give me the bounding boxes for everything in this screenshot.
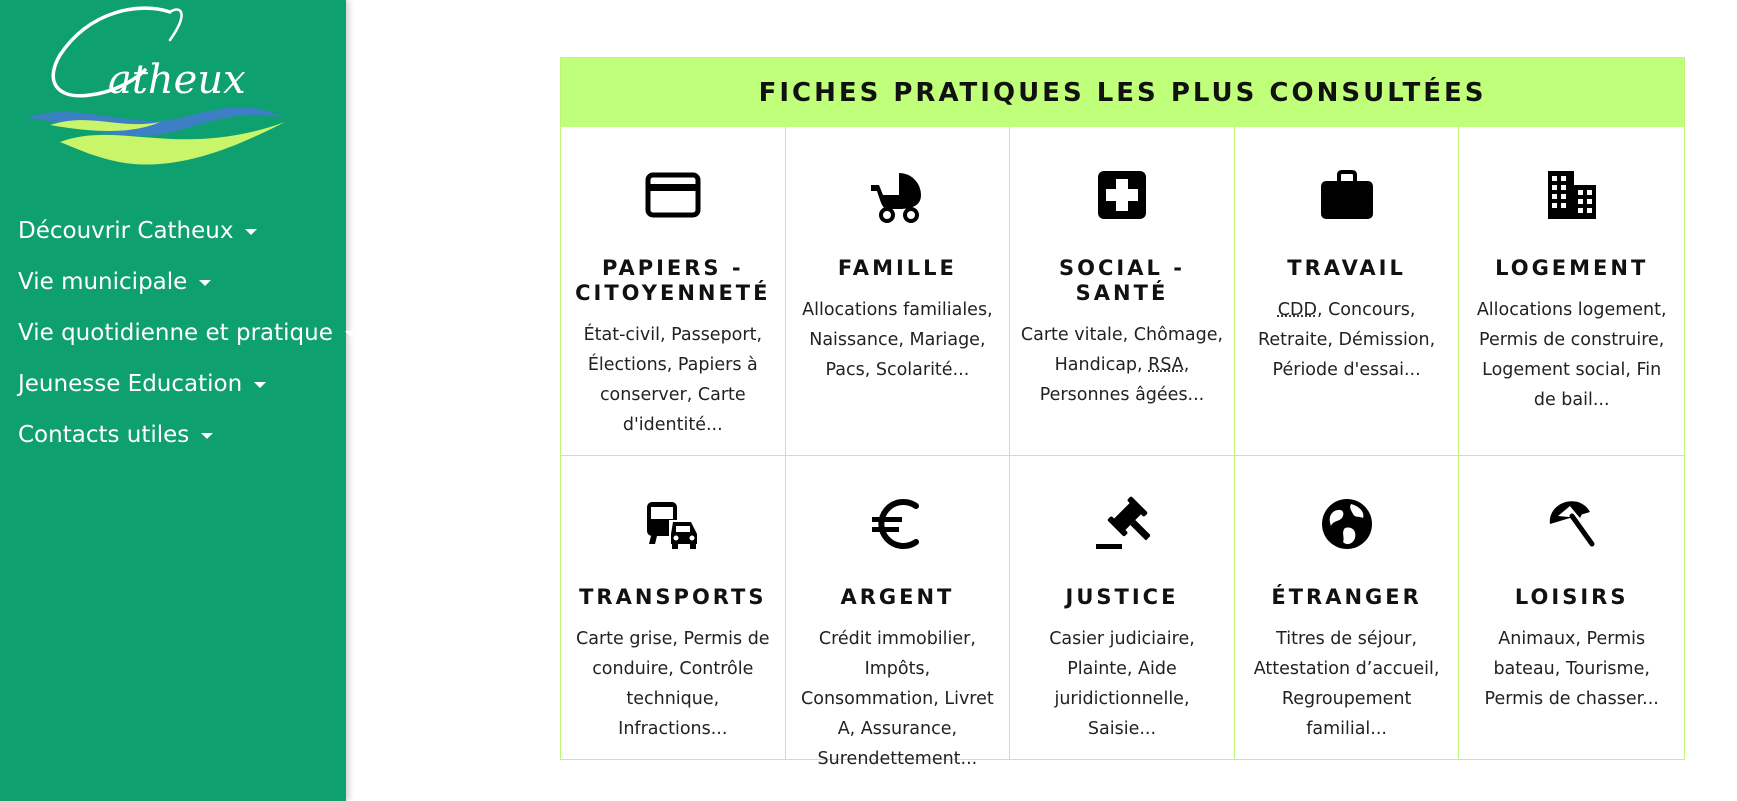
card-justice[interactable]	[1010, 456, 1235, 759]
credit-card-icon	[645, 167, 701, 223]
caret-down-icon	[245, 229, 257, 235]
nav-item-decouvrir-catheux[interactable]	[18, 205, 357, 256]
card-description: Titres de séjour, Attestation d’accueil, Regroupement familial...	[1253, 629, 1440, 739]
card-title: LOGEMENT	[1495, 256, 1649, 280]
nav-item-label: Jeunesse Education	[18, 370, 243, 397]
svg-text:atheux: atheux	[108, 57, 246, 103]
card-transports[interactable]	[561, 456, 786, 759]
card-description-text: Carte vitale, Chômage, Handicap,	[1020, 325, 1224, 375]
fiches-grid	[561, 127, 1684, 769]
card-description: Carte grise, Permis de conduire, Contrôle technique, Infractions...	[576, 629, 770, 739]
card-title: LOISIRS	[1514, 585, 1629, 609]
catheux-logo[interactable]	[20, 0, 300, 180]
briefcase-icon	[1319, 167, 1375, 223]
card-loisirs[interactable]	[1459, 456, 1684, 759]
card-papiers-citoyennete[interactable]	[561, 127, 786, 456]
card-description: Crédit immobilier, Impôts, Consommation, Livret A, Assurance, Surendettement...	[801, 629, 994, 769]
nav-item-label: Vie quotidienne et pratique	[18, 319, 333, 346]
card-title: ÉTRANGER	[1271, 585, 1422, 609]
fiches-pratiques-panel	[560, 57, 1685, 769]
card-title: TRAVAIL	[1287, 256, 1406, 280]
card-description: État-civil, Passeport, Élections, Papiers à conserver, Carte d'identité...	[583, 325, 763, 435]
card-description	[1016, 320, 1228, 410]
card-description	[1241, 295, 1453, 385]
nav-item-vie-municipale[interactable]	[18, 256, 357, 307]
nav-item-contacts-utiles[interactable]	[18, 409, 357, 460]
nav-item-label: Découvrir Catheux	[18, 217, 234, 244]
umbrella-beach-icon	[1544, 496, 1600, 552]
card-title: PAPIERS - CITOYENNETÉ	[575, 256, 771, 305]
card-description-text: , Personnes âgées...	[1039, 355, 1205, 405]
nav-item-label: Vie municipale	[18, 268, 188, 295]
card-description: Animaux, Permis bateau, Tourisme, Permis de chasser...	[1484, 629, 1659, 709]
caret-down-icon	[345, 331, 357, 337]
euro-icon	[869, 496, 925, 552]
panel-title: FICHES PRATIQUES LES PLUS CONSULTÉES	[561, 58, 1684, 127]
abbr-rsa: RSA	[1148, 355, 1184, 375]
nav-item-jeunesse-education[interactable]	[18, 358, 357, 409]
gavel-icon	[1094, 496, 1150, 552]
caret-down-icon	[201, 433, 213, 439]
card-etranger[interactable]	[1235, 456, 1460, 759]
card-famille[interactable]	[786, 127, 1011, 456]
card-logement[interactable]	[1459, 127, 1684, 456]
card-description: Allocations familiales, Naissance, Mariage, Pacs, Scolarité...	[802, 300, 993, 380]
nav-item-vie-quotidienne[interactable]	[18, 307, 357, 358]
medical-cross-icon	[1094, 167, 1150, 223]
globe-icon	[1319, 496, 1375, 552]
card-title: ARGENT	[840, 585, 955, 609]
card-title: JUSTICE	[1065, 585, 1179, 609]
building-icon	[1544, 167, 1600, 223]
card-travail[interactable]	[1235, 127, 1460, 456]
baby-carriage-icon	[869, 167, 925, 223]
main-nav	[18, 205, 357, 460]
card-description-text: , Concours, Retraite, Démission, Période d'essai...	[1258, 300, 1436, 380]
card-description: Casier judiciaire, Plainte, Aide juridictionnelle, Saisie...	[1049, 629, 1195, 739]
caret-down-icon	[254, 382, 266, 388]
card-argent[interactable]	[786, 456, 1011, 769]
sidebar	[0, 0, 346, 801]
abbr-cdd: CDD	[1277, 300, 1317, 320]
bus-car-icon	[645, 496, 701, 552]
card-title: TRANSPORTS	[579, 585, 767, 609]
card-title: FAMILLE	[837, 256, 957, 280]
caret-down-icon	[199, 280, 211, 286]
nav-item-label: Contacts utiles	[18, 421, 190, 448]
card-social-sante[interactable]	[1010, 127, 1235, 456]
card-title: SOCIAL - SANTÉ	[1059, 256, 1185, 305]
card-description: Allocations logement, Permis de construire, Logement social, Fin de bail...	[1476, 300, 1667, 410]
